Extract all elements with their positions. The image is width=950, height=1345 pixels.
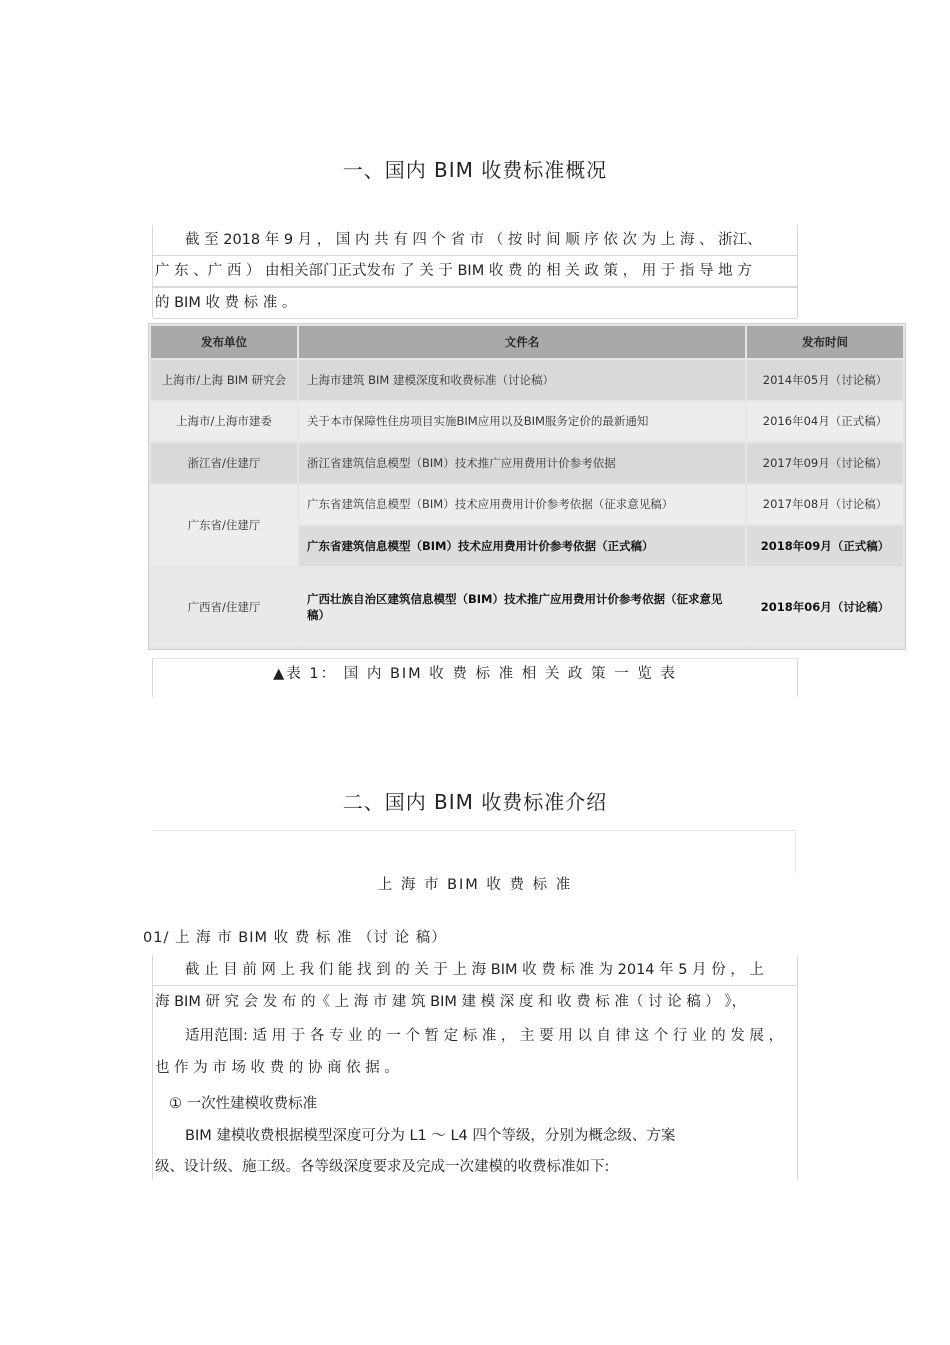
section1-heading: 一、国内 BIM 收费标准概况 [342, 158, 608, 182]
cell-document: 广东省建筑信息模型（BIM）技术应用费用计价参考依据（正式稿） [299, 526, 745, 566]
cell-unit: 上海市/上海 BIM 研究会 [151, 360, 297, 400]
cell-unit: 浙江省/住建厅 [151, 443, 297, 483]
table-row [151, 360, 903, 400]
cell-unit: 广东省/住建厅 [151, 485, 297, 566]
cell-unit: 广西省/住建厅 [151, 568, 297, 647]
paragraph-line: 截 止 目 前 网 上 我 们 能 找 到 的 关 于 上 海 BIM 收 费 标 准 为 2014 年 5 月 份 ， 上 [153, 955, 797, 986]
cell-document: 浙江省建筑信息模型（BIM）技术推广应用费用计价参考依据 [299, 443, 745, 483]
cell-date: 2018年09月（正式稿） [747, 526, 903, 566]
cell-document: 广东省建筑信息模型（BIM）技术应用费用计价参考依据（征求意见稿） [299, 485, 745, 525]
table-row [151, 568, 903, 647]
header-document: 文件名 [299, 326, 745, 358]
table-row [151, 485, 903, 525]
paragraph-line: 也 作 为 市 场 收 费 的 协 商 依 据 。 [155, 1060, 399, 1076]
section2-frame [152, 830, 796, 873]
paragraph-line: ① 一次性建模收费标准 [169, 1096, 318, 1112]
item-title: 01/ 上 海 市 BIM 收 费 标 准 （讨 论 稿） [143, 930, 447, 946]
policy-table [148, 323, 906, 650]
paragraph-line: 适用范围: 适 用 于 各 专 业 的 一 个 暂 定 标 准 ， 主 要 用 以 自 律 这 个 行 业 的 发 展 ， [185, 1028, 783, 1044]
cell-date: 2014年05月（讨论稿） [747, 360, 903, 400]
header-date: 发布时间 [747, 326, 903, 358]
paragraph-line: 的 BIM 收 费 标 准 。 [153, 287, 797, 319]
paragraph-line: 截 至 2018 年 9 月 ， 国 内 共 有 四 个 省 市 （ 按 时 间 顺 序 依 次 为 上 海 、 浙江、 [153, 225, 797, 256]
cell-document: 关于本市保障性住房项目实施BIM应用以及BIM服务定价的最新通知 [299, 402, 745, 442]
paragraph-line: 海 BIM 研 究 会 发 布 的《 上 海 市 建 筑 BIM 建 模 深 度 和 收 费 标 准（ 讨 论 稿 ） 》， [155, 994, 747, 1010]
cell-date: 2018年06月（讨论稿） [747, 568, 903, 647]
cell-date: 2017年09月（讨论稿） [747, 443, 903, 483]
header-unit: 发布单位 [151, 326, 297, 358]
table-row [151, 443, 903, 483]
cell-unit: 上海市/上海市建委 [151, 402, 297, 442]
section2-heading: 二、国内 BIM 收费标准介绍 [342, 790, 608, 814]
cell-document: 上海市建筑 BIM 建模深度和收费标准（讨论稿） [299, 360, 745, 400]
section2-paragraph [152, 955, 798, 1180]
paragraph-line: 广 东 、广 西 ） 由相关部门正式发布 了 关 于 BIM 收 费 的 相 关 政 策 ， 用 于 指 导 地 方 [153, 256, 797, 287]
table-row [151, 402, 903, 442]
subtitle: 上 海 市 BIM 收 费 标 准 [377, 877, 573, 893]
paragraph-line: 级、设计级、施工级。各等级深度要求及完成一次建模的收费标准如下: [155, 1159, 610, 1175]
paragraph-line: BIM 建模收费根据模型深度可分为 L1 ～ L4 四个等级，分别为概念级、方案 [185, 1128, 676, 1144]
cell-document: 广西壮族自治区建筑信息模型（BIM）技术推广应用费用计价参考依据（征求意见稿） [299, 568, 745, 647]
cell-date: 2017年08月（讨论稿） [747, 485, 903, 525]
table-caption: ▲表 1： 国 内 BIM 收 费 标 准 相 关 政 策 一 览 表 [152, 658, 798, 697]
cell-date: 2016年04月（正式稿） [747, 402, 903, 442]
section1-paragraph [152, 225, 798, 318]
